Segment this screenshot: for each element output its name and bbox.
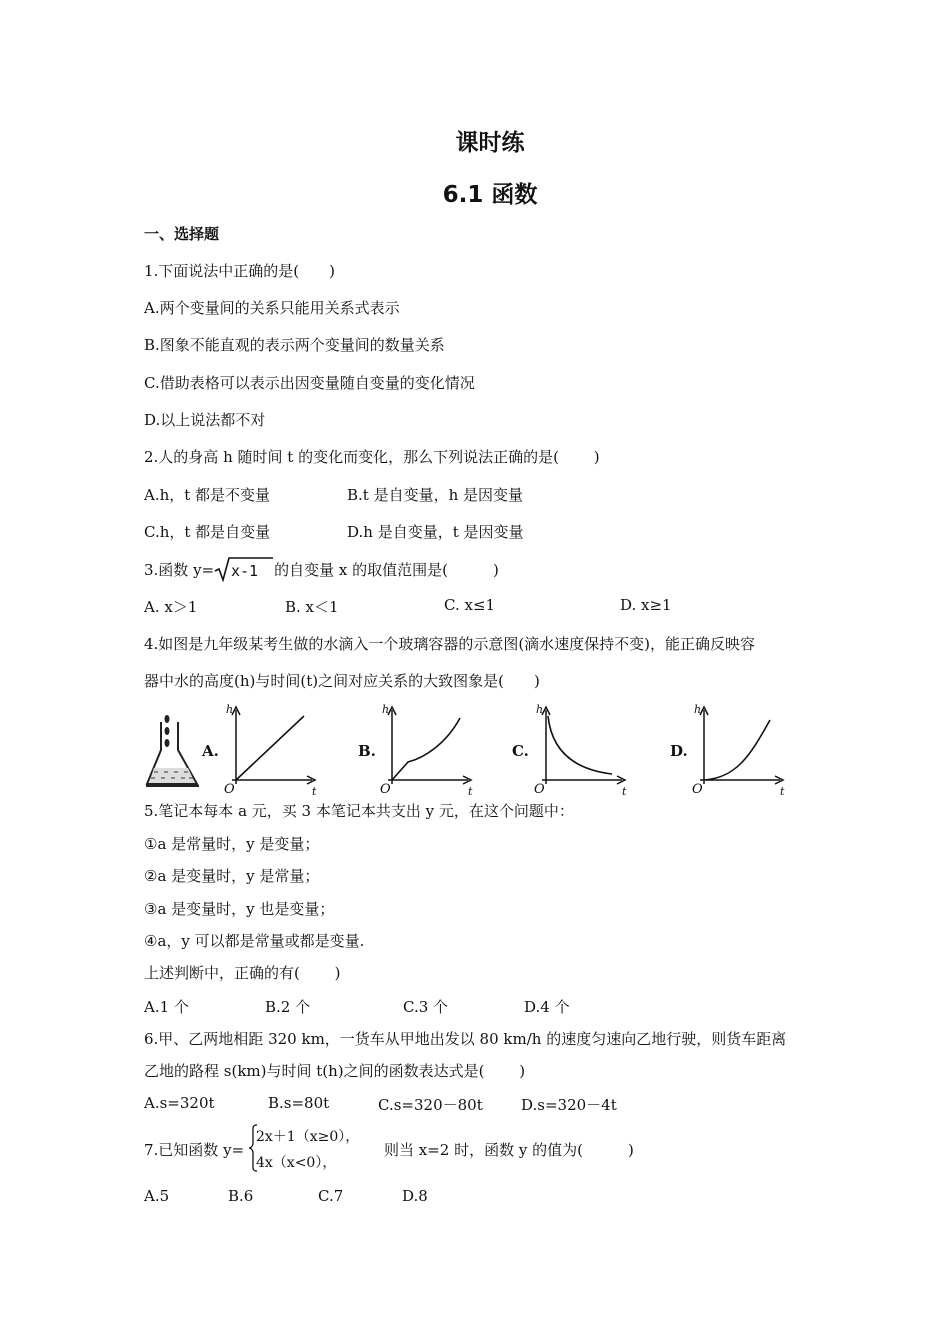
q1-stem: 1.下面说法中正确的是( ) [144,262,336,280]
q6-line1: 6.甲、乙两地相距 320 km，一货车从甲地出发以 80 km/h 的速度匀速向乙地行驶，则货车距离 [144,1030,787,1048]
q5-option-c: C.3 个 [403,998,449,1016]
q3-prefix: 3.函数 y= [144,561,215,579]
page-title: 课时练 [455,130,525,156]
q6-option-a: A.s=320t [144,1094,215,1112]
q5-statement-1: ①a 是常量时，y 是变量； [144,835,320,853]
q2-option-b: B.t 是自变量，h 是因变量 [347,486,524,504]
axis-label-t: t [468,785,473,796]
q7-case-1: 2x＋1（x≥0）， [256,1129,360,1145]
q5-stem: 5.笔记本每本 a 元，买 3 本笔记本共支出 y 元，在这个问题中： [144,802,574,820]
q6-line2: 乙地的路程 s(km)与时间 t(h)之间的函数表达式是( ) [144,1062,526,1080]
axis-label-h: h [226,704,234,716]
q5-statement-3: ③a 是变量时，y 也是变量； [144,900,335,918]
axis-label-t: t [622,785,627,796]
graph-curve [548,716,612,774]
axis-label-h: h [536,704,544,716]
axis-label-h: h [694,704,702,716]
section-heading: 一、选择题 [144,225,220,243]
q3-option-a: A. x＞1 [144,598,198,616]
q1-option-d: D.以上说法都不对 [144,411,266,429]
q2-option-a: A.h，t 都是不变量 [144,486,271,504]
q5-statement-2: ②a 是变量时，y 是常量； [144,867,320,885]
graph-option-a [200,704,324,796]
graph-option-d [668,704,792,796]
flask-figure [144,712,204,790]
graph-option-b [356,704,480,796]
graph-curve [236,716,304,780]
q5-option-a: A.1 个 [144,998,189,1016]
graph-option-c [510,704,634,796]
axis-label-t: t [312,785,317,796]
q7-prefix: 7.已知函数 y= [144,1141,245,1159]
graph-label: B. [358,742,376,760]
q1-option-b: B.图象不能直观的表示两个变量间的数量关系 [144,336,445,354]
q2-option-d: D.h 是自变量，t 是因变量 [347,523,524,541]
piecewise-function [248,1124,388,1174]
q3-option-b: B. x＜1 [285,598,339,616]
q2-stem: 2.人的身高 h 随时间 t 的变化而变化，那么下列说法正确的是( ) [144,448,600,466]
q2-option-c: C.h，t 都是自变量 [144,523,271,541]
q4-line2: 器中水的高度(h)与时间(t)之间对应关系的大致图象是( ) [144,672,540,690]
q1-option-c: C.借助表格可以表示出因变量随自变量的变化情况 [144,374,475,392]
origin-label: O [380,782,391,796]
q6-option-d: D.s=320－4t [521,1096,617,1114]
q3-option-c: C. x≤1 [444,596,496,614]
q7-case-2: 4x（x<0）， [256,1155,337,1171]
graph-curve [392,718,460,780]
q3-stem [144,556,499,586]
graph-label: A. [202,742,219,760]
sqrt-symbol [214,556,274,586]
q7-option-b: B.6 [228,1187,254,1205]
graph-label: D. [670,742,688,760]
q7-suffix: 则当 x=2 时，函数 y 的值为( ) [384,1141,634,1159]
origin-label: O [224,782,235,796]
q3-radicand: x-1 [231,562,259,580]
axis-label-h: h [382,704,390,716]
origin-label: O [534,782,545,796]
page-subtitle: 6.1 函数 [442,182,538,208]
q3-suffix: 的自变量 x 的取值范围是( ) [274,561,499,579]
graph-label: C. [512,742,529,760]
q5-option-b: B.2 个 [265,998,311,1016]
q7-option-a: A.5 [144,1187,170,1205]
q6-option-c: C.s=320－80t [378,1096,483,1114]
q3-option-d: D. x≥1 [620,596,672,614]
origin-label: O [692,782,703,796]
q5-question: 上述判断中，正确的有( ) [144,964,341,982]
axis-label-t: t [780,785,785,796]
q5-option-d: D.4 个 [524,998,570,1016]
q5-statement-4: ④a，y 可以都是常量或都是变量. [144,932,365,950]
q6-option-b: B.s=80t [268,1094,330,1112]
q7-option-c: C.7 [318,1187,344,1205]
q1-option-a: A.两个变量间的关系只能用关系式表示 [144,299,400,317]
q7-option-d: D.8 [402,1187,428,1205]
q4-line1: 4.如图是九年级某考生做的水滴入一个玻璃容器的示意图(滴水速度保持不变)，能正确反映容 [144,635,756,653]
graph-curve [704,720,770,780]
